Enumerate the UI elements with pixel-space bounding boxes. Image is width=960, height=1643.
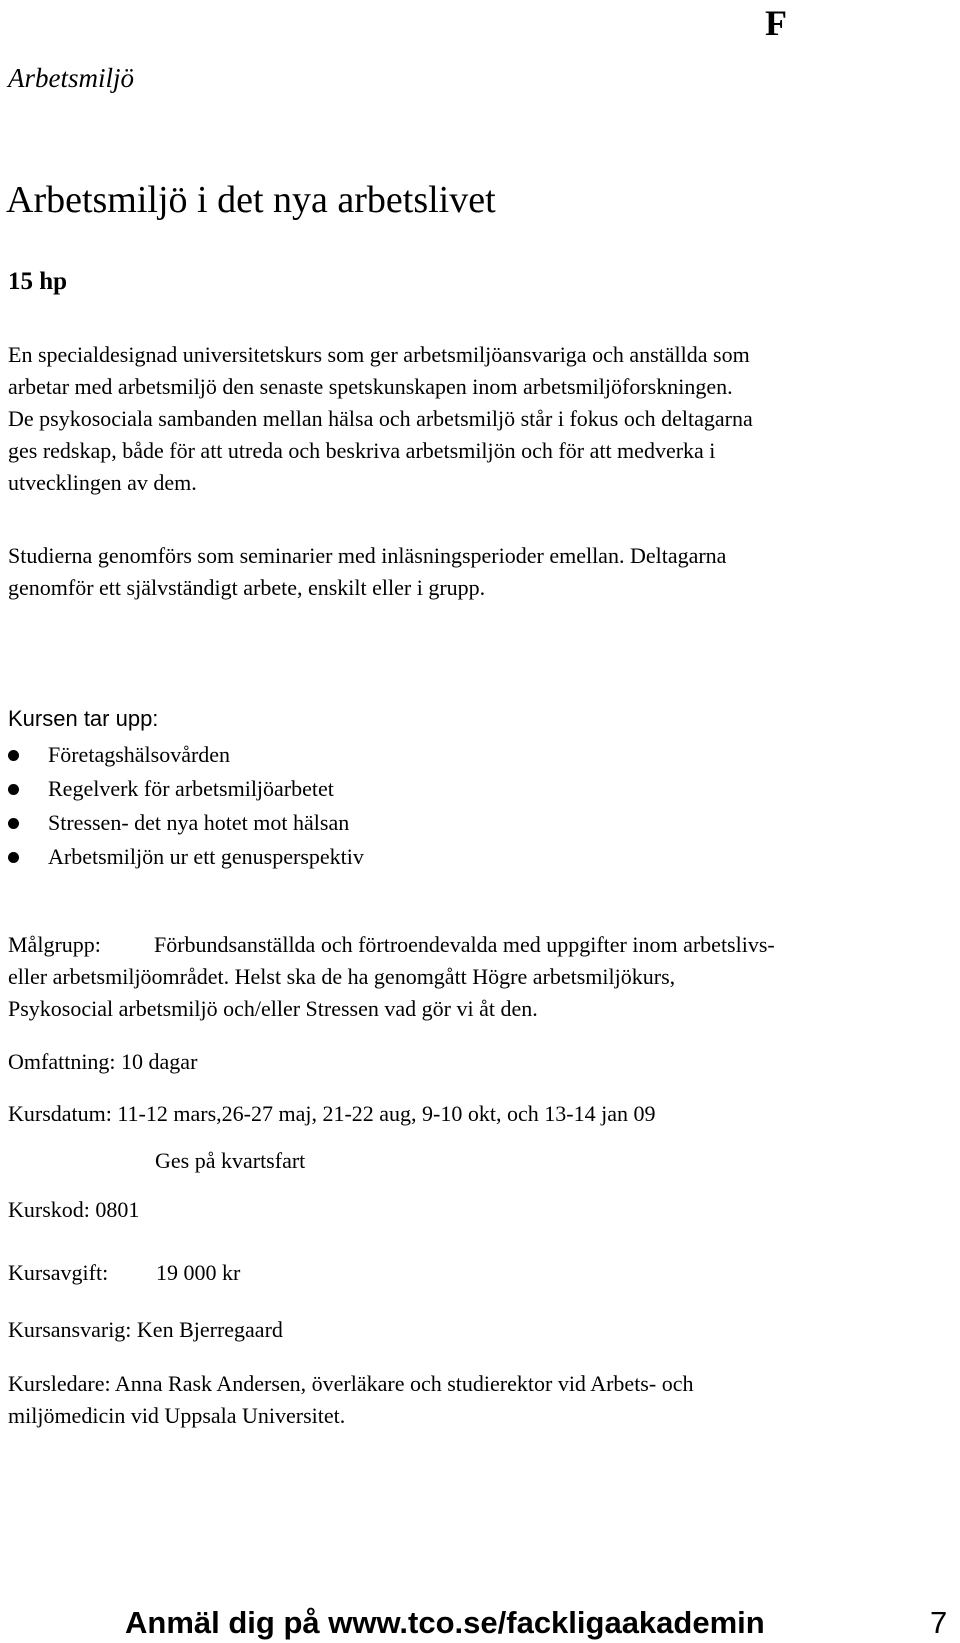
fee-label: Kursavgift: bbox=[8, 1260, 109, 1285]
bullet-icon bbox=[8, 750, 19, 761]
list-item bbox=[0, 738, 364, 772]
list-item bbox=[0, 806, 364, 840]
target-first-line bbox=[8, 929, 953, 961]
fee-value: 19 000 kr bbox=[156, 1260, 241, 1285]
course-leader bbox=[8, 1368, 953, 1432]
page-number: 7 bbox=[930, 1605, 948, 1640]
intro-paragraph bbox=[8, 339, 953, 499]
target-text: Förbundsanställda och förtroendevalda med uppgifter inom arbetslivs- bbox=[154, 932, 775, 957]
topic-text: Regelverk för arbetsmiljöarbetet bbox=[48, 776, 334, 801]
section-letter: F bbox=[765, 3, 787, 43]
target-line: Psykosocial arbetsmiljö och/eller Stressen vad gör vi åt den. bbox=[8, 996, 538, 1021]
target-group bbox=[8, 929, 953, 1025]
bullet-icon bbox=[8, 818, 19, 829]
bullet-icon bbox=[8, 852, 19, 863]
intro-line: ges redskap, både för att utreda och beskriva arbetsmiljön och för att medverka i bbox=[8, 438, 716, 463]
topics-label: Kursen tar upp: bbox=[8, 706, 159, 731]
category-heading: Arbetsmiljö bbox=[8, 63, 134, 93]
target-label: Målgrupp: bbox=[8, 932, 101, 957]
leader-line: miljömedicin vid Uppsala Universitet. bbox=[8, 1403, 346, 1428]
course-responsible: Kursansvarig: Ken Bjerregaard bbox=[8, 1317, 283, 1342]
intro-line: De psykosociala sambanden mellan hälsa och arbetsmiljö står i fokus och deltagarna bbox=[8, 406, 753, 431]
course-credits: 15 hp bbox=[8, 268, 68, 295]
topic-text: Företagshälsovården bbox=[48, 742, 231, 767]
dates-note: Ges på kvartsfart bbox=[155, 1148, 306, 1173]
intro-line: utvecklingen av dem. bbox=[8, 470, 197, 495]
topic-text: Stressen- det nya hotet mot hälsan bbox=[48, 810, 350, 835]
list-item bbox=[0, 840, 364, 874]
course-fee bbox=[8, 1260, 240, 1286]
topics-list bbox=[0, 738, 364, 874]
study-paragraph bbox=[8, 540, 953, 604]
signup-footer: Anmäl dig på www.tco.se/fackligaakademin bbox=[125, 1605, 765, 1640]
study-line: Studierna genomförs som seminarier med inläsningsperioder emellan. Deltagarna bbox=[8, 543, 727, 568]
topic-text: Arbetsmiljön ur ett genusperspektiv bbox=[48, 844, 364, 869]
list-item bbox=[0, 772, 364, 806]
course-scope: Omfattning: 10 dagar bbox=[8, 1049, 198, 1074]
course-title: Arbetsmiljö i det nya arbetslivet bbox=[6, 179, 496, 221]
course-dates: Kursdatum: 11-12 mars,26-27 maj, 21-22 aug, 9-10 okt, och 13-14 jan 09 bbox=[8, 1101, 656, 1126]
course-code: Kurskod: 0801 bbox=[8, 1197, 140, 1222]
leader-line: Kursledare: Anna Rask Andersen, överläkare och studierektor vid Arbets- och bbox=[8, 1371, 694, 1396]
intro-line: arbetar med arbetsmiljö den senaste spetskunskapen inom arbetsmiljöforskningen. bbox=[8, 374, 733, 399]
study-line: genomför ett självständigt arbete, enskilt eller i grupp. bbox=[8, 575, 486, 600]
intro-line: En specialdesignad universitetskurs som ger arbetsmiljöansvariga och anställda som bbox=[8, 342, 750, 367]
bullet-icon bbox=[8, 784, 19, 795]
target-line: eller arbetsmiljöområdet. Helst ska de ha genomgått Högre arbetsmiljökurs, bbox=[8, 964, 676, 989]
